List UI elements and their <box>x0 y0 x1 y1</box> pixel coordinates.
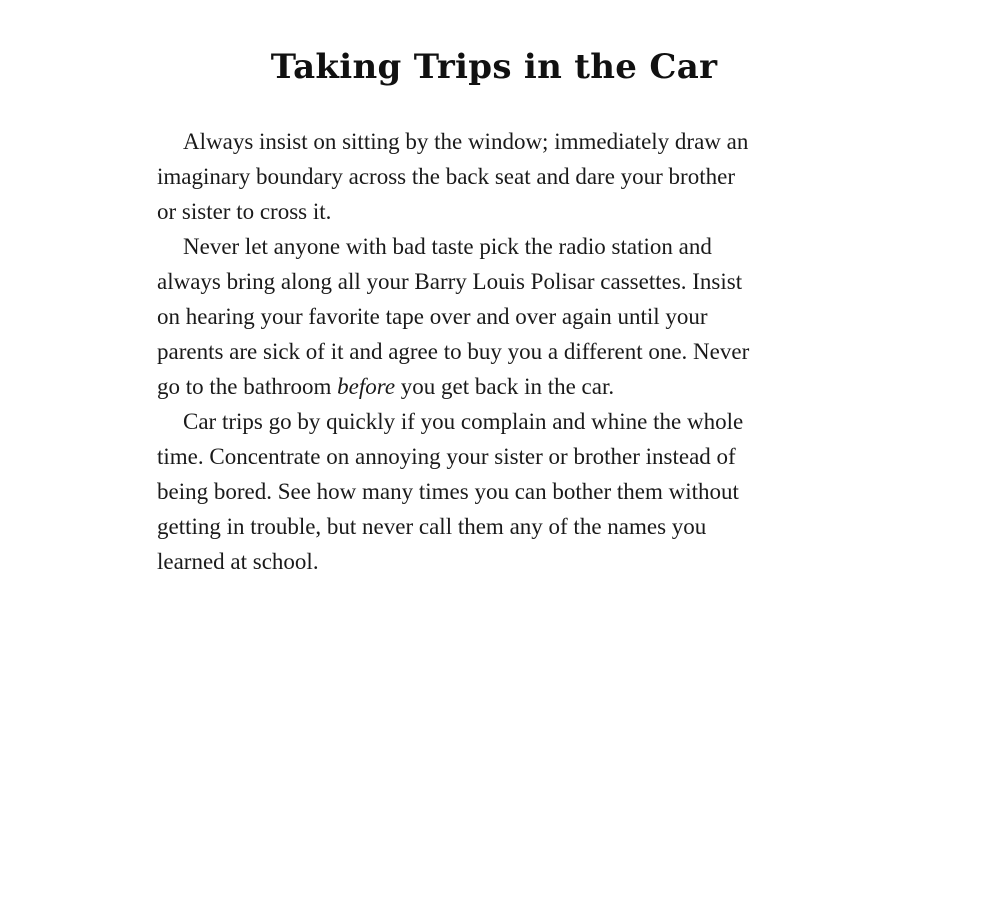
text-line: learned at school. <box>157 549 319 574</box>
text-line: Car trips go by quickly if you complain and whine the whole <box>183 409 744 434</box>
text-line: Never let anyone with bad taste pick the radio station and <box>183 234 712 259</box>
text-line: getting in trouble, but never call them any of the names you <box>157 514 707 539</box>
text-line: always bring along all your Barry Louis Polisar cassettes. Insist <box>157 269 743 294</box>
text-line: parents are sick of it and agree to buy you a different one. Never <box>157 339 750 364</box>
paragraph-2 <box>157 229 837 404</box>
body-text <box>157 124 837 579</box>
text-line: imaginary boundary across the back seat and dare your brother <box>157 164 735 189</box>
text-line: Always insist on sitting by the window; immediately draw an <box>183 129 749 154</box>
paragraph-3 <box>157 404 837 579</box>
text-segment: you get back in the car. <box>395 374 615 399</box>
text-segment: go to the bathroom <box>157 374 338 399</box>
text-line-with-emphasis <box>157 369 837 404</box>
text-line: time. Concentrate on annoying your sister or brother instead of <box>157 444 736 469</box>
text-line: on hearing your favorite tape over and over again until your <box>157 304 708 329</box>
text-line: or sister to cross it. <box>157 199 332 224</box>
emphasized-word: before <box>337 374 396 399</box>
page-title: Taking Trips in the Car <box>270 47 718 87</box>
text-line: being bored. See how many times you can bother them without <box>157 479 739 504</box>
paragraph-1 <box>157 124 837 229</box>
